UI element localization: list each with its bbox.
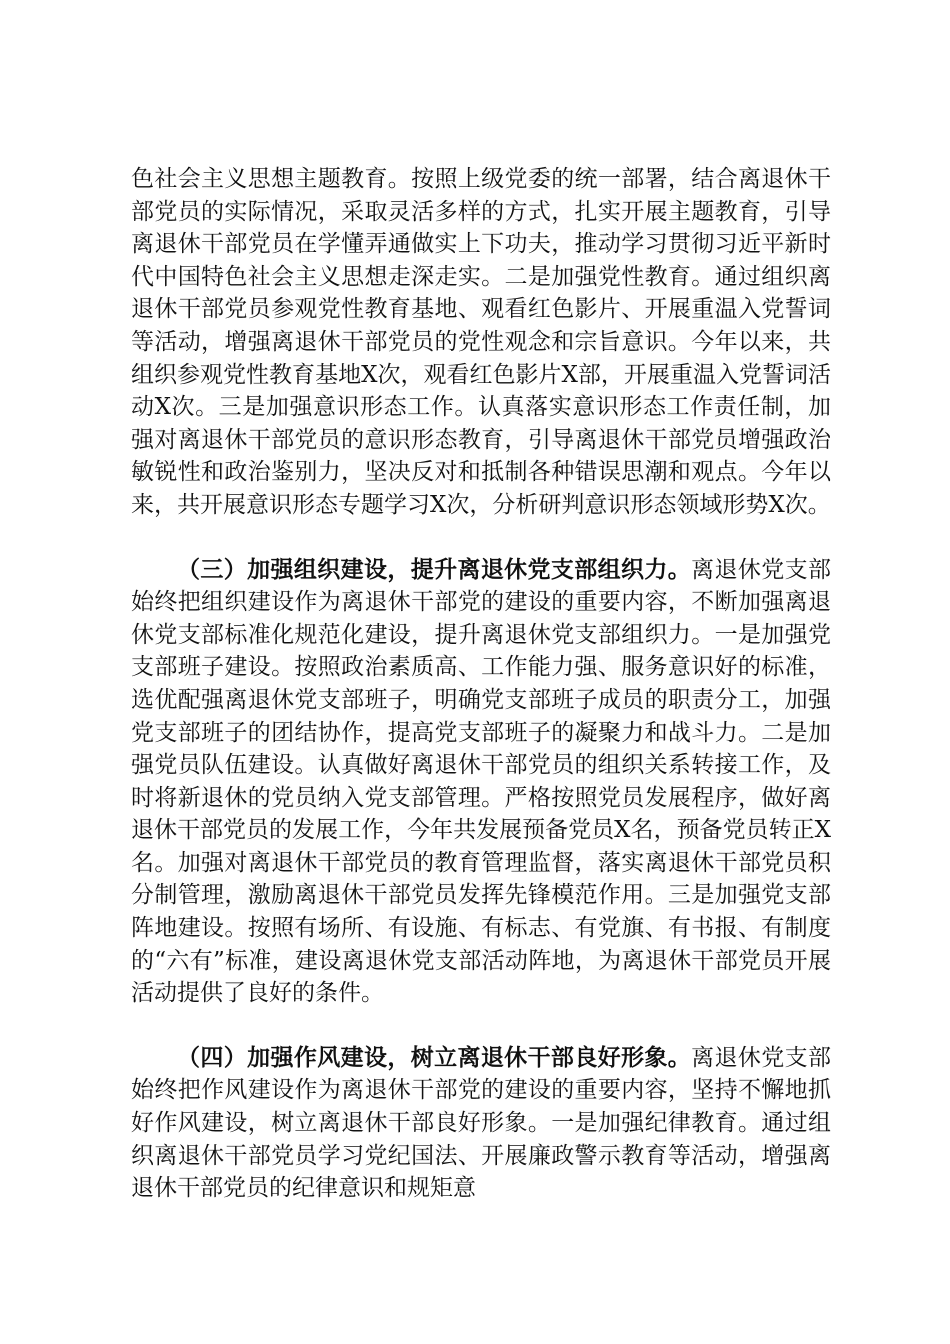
paragraph-style-building — [131, 1042, 831, 1205]
paragraph-body: 离退休党支部始终把作风建设作为离退休干部党的建设的重要内容，坚持不懈地抓好作风建设，树立离退休干部良好形象。一是加强纪律教育。通过组织离退休干部党员学习党纪国法、开展廉政警示教育等活动，增强离退休干部党员的纪律意识和规矩意 — [131, 1044, 832, 1202]
paragraph-ideology-education — [131, 163, 831, 522]
paragraph-body: 色社会主义思想主题教育。按照上级党委的统一部署，结合离退休干部党员的实际情况，采取灵活多样的方式，扎实开展主题教育，引导离退休干部党员在学懂弄通做实上下功夫，推动学习贯彻习近平新时代中国特色社会主义思想走深走实。二是加强党性教育。通过组织离退休干部党员参观党性教育基地、观看红色影片、开展重温入党誓词等活动，增强离退休干部党员的党性观念和宗旨意识。今年以来，共组织参观党性教育基地X次，观看红色影片X部，开展重温入党誓词活动X次。三是加强意识形态工作。认真落实意识形态工作责任制，加强对离退休干部党员的意识形态教育，引导离退休干部党员增强政治敏锐性和政治鉴别力，坚决反对和抵制各种错误思潮和观点。今年以来，共开展意识形态专题学习X次，分析研判意识形态领域形势X次。 — [131, 166, 831, 518]
section-heading-four: （四）加强作风建设，树立离退休干部良好形象。 — [177, 1044, 692, 1071]
paragraph-organization-building — [131, 554, 831, 1010]
document-page — [131, 163, 831, 1205]
section-heading-three: （三）加强组织建设，提升离退休党支部组织力。 — [177, 556, 692, 583]
paragraph-body: 离退休党支部始终把组织建设作为离退休干部党的建设的重要内容，不断加强离退休党支部标准化规范化建设，提升离退休党支部组织力。一是加强党支部班子建设。按照政治素质高、工作能力强、服务意识好的标准，选优配强离退休党支部班子，明确党支部班子成员的职责分工，加强党支部班子的团结协作，提高党支部班子的凝聚力和战斗力。二是加强党员队伍建设。认真做好离退休干部党员的组织关系转接工作，及时将新退休的党员纳入党支部管理。严格按照党员发展程序，做好离退休干部党员的发展工作，今年共发展预备党员X名，预备党员转正X名。加强对离退休干部党员的教育管理监督，落实离退休干部党员积分制管理，激励离退休干部党员发挥先锋模范作用。三是加强党支部阵地建设。按照有场所、有设施、有标志、有党旗、有书报、有制度的“六有”标准，建设离退休党支部活动阵地，为离退休干部党员开展活动提供了良好的条件。 — [131, 556, 832, 1007]
